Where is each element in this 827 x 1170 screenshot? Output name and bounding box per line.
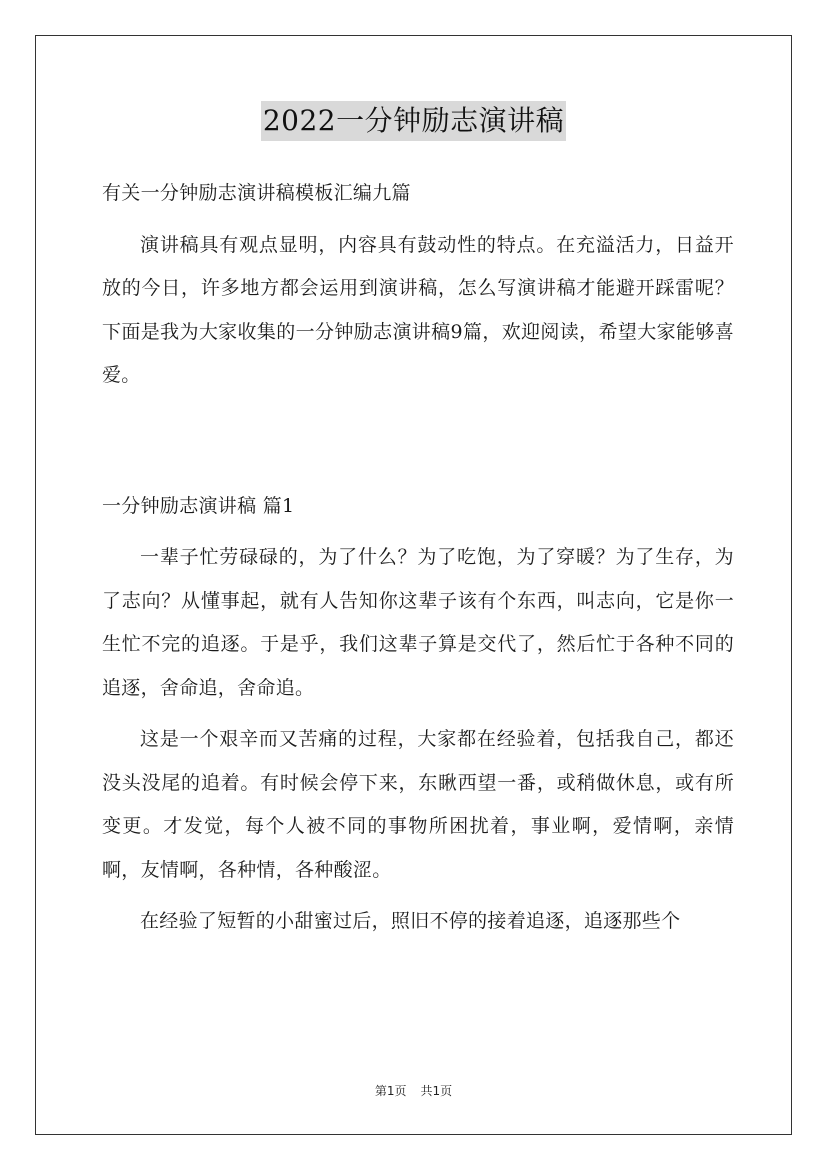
body-paragraph-1: 一辈子忙劳碌碌的，为了什么？为了吃饱，为了穿暖？为了生存，为了志向？从懂事起，就有人告知你这辈子该有个东西，叫志向，它是你一生忙不完的追逐。于是乎，我们这辈子算是交代了，然后忙于各种不同的追逐，舍命追，舍命追。 <box>102 546 734 699</box>
page-number: 第1页 <box>374 1084 407 1098</box>
spacer <box>102 398 734 485</box>
document-body <box>102 172 734 944</box>
section-heading: 一分钟励志演讲稿 篇1 <box>102 494 295 517</box>
body-paragraph-2: 这是一个艰辛而又苦痛的过程，大家都在经验着，包括我自己，都还没头没尾的追着。有时候会停下来，东瞅西望一番，或稍做休息，或有所变更。才发觉，每个人被不同的事物所困扰着，事业啊，爱情啊，亲情啊，友情啊，各种情，各种酸涩。 <box>102 728 734 881</box>
document-title: 2022一分钟励志演讲稿 <box>261 101 566 141</box>
intro-paragraph: 演讲稿具有观点显明，内容具有鼓动性的特点。在充溢活力，日益开放的今日，许多地方都会运用到演讲稿，怎么写演讲稿才能避开踩雷呢？下面是我为大家收集的一分钟励志演讲稿9篇，欢迎阅读，希望大家能够喜爱。 <box>102 233 734 386</box>
spacer <box>102 710 734 718</box>
body-paragraph-3: 在经验了短暂的小甜蜜过后，照旧不停的接着追逐，追逐那些个 <box>140 910 681 932</box>
spacer <box>102 892 734 900</box>
title-container <box>0 101 827 141</box>
page-footer <box>0 1082 827 1099</box>
document-subtitle: 有关一分钟励志演讲稿模板汇编九篇 <box>102 182 411 204</box>
spacer <box>102 216 734 224</box>
spacer <box>102 528 734 536</box>
page-total: 共1页 <box>420 1084 453 1098</box>
